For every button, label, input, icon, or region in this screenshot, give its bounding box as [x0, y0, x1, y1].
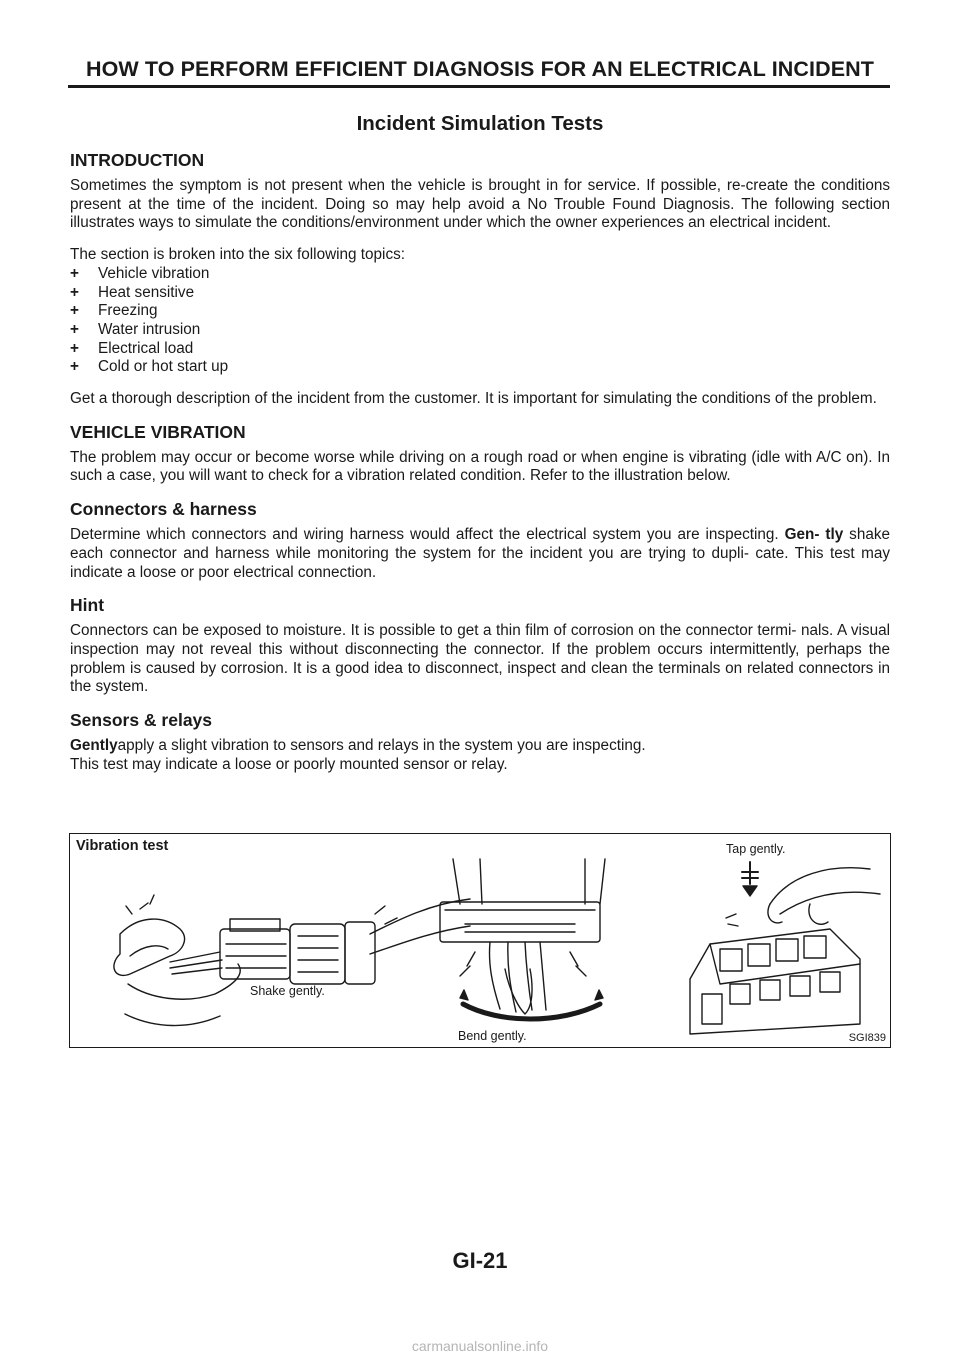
tap-gently-label: Tap gently.	[726, 842, 786, 856]
list-item: + Electrical load	[70, 339, 194, 357]
page-number: GI-21	[452, 1248, 508, 1273]
main-content	[70, 112, 890, 774]
bullet-icon: +	[70, 264, 79, 282]
list-item: + Water intrusion	[70, 320, 201, 338]
running-header: HOW TO PERFORM EFFICIENT DIAGNOSIS FOR AN ELECTRICAL INCIDENT	[85, 57, 875, 81]
figure-code: SGI839	[848, 1032, 886, 1044]
connectors-paragraph: Determine which connectors and wiring harness would affect the electrical system you are inspecting. Gen- tly shake each connector and harness while monitoring the system for the incident you are trying to dupli- cate. This test may indicate a loose or poor electrical connection.	[70, 526, 890, 581]
bullet-icon: +	[70, 358, 79, 376]
connector-block-icon	[440, 902, 600, 942]
sensors-heading: Sensors & relays	[70, 710, 213, 731]
list-item: + Vehicle vibration	[70, 264, 210, 282]
hint-heading: Hint	[70, 595, 105, 616]
introduction-paragraph-1: Sometimes the symptom is not present when the vehicle is brought in for service. If possible, re-create the conditions present at the time of the incident. Doing so may help avoid a No Trouble Found Diagnosis. The following section illustrates ways to simulate the conditions/environment under which the owner experiences an electrical incident.	[70, 177, 890, 232]
shake-gently-label: Shake gently.	[250, 984, 325, 998]
vehicle-vibration-paragraph: The problem may occur or become worse while driving on a rough road or when engine is vibrating (idle with A/C on). In such a case, you will want to check for a vibration related condition. Refer to the illustration below.	[70, 448, 890, 485]
introduction-heading: INTRODUCTION	[70, 150, 205, 170]
bullet-icon: +	[70, 339, 79, 357]
connectors-heading: Connectors & harness	[70, 499, 257, 520]
list-item: + Freezing	[70, 302, 158, 320]
sensors-paragraph-2: This test may indicate a loose or poorly mounted sensor or relay.	[70, 755, 508, 773]
introduction-paragraph-2: The section is broken into the six following topics:	[70, 246, 406, 264]
list-item: + Cold or hot start up	[70, 358, 229, 376]
introduction-paragraph-3: Get a thorough description of the incident from the customer. It is important for simulating the conditions of the problem.	[70, 390, 877, 408]
bullet-icon: +	[70, 283, 79, 301]
vibration-test-figure	[69, 833, 891, 1048]
relay-box-icon	[690, 929, 860, 1034]
list-item: + Heat sensitive	[70, 283, 195, 301]
connector-icon	[220, 929, 290, 979]
hint-paragraph: Connectors can be exposed to moisture. It is possible to get a thin film of corrosion on the connector termi- nals. A visual inspection may not reveal this without disconnecting the connector. If the problem occurs intermittently, perhaps the problem is caused by corrosion. It is a good idea to disconnect, inspect and clean the terminals on related connectors in the system.	[70, 622, 890, 696]
vibration-test-illustration	[70, 834, 892, 1049]
figure-title: Vibration test	[76, 838, 169, 854]
section-title: Incident Simulation Tests	[356, 112, 604, 135]
topic-list	[70, 265, 890, 377]
sensors-paragraph: Gentlyapply a slight vibration to sensors and relays in the system you are inspecting.	[70, 737, 646, 755]
vehicle-vibration-heading: VEHICLE VIBRATION	[70, 421, 246, 442]
watermark: carmanualsonline.info	[411, 1338, 549, 1354]
bend-gently-label: Bend gently.	[458, 1029, 527, 1043]
bullet-icon: +	[70, 302, 79, 320]
bullet-icon: +	[70, 320, 79, 338]
header-divider	[68, 85, 890, 88]
